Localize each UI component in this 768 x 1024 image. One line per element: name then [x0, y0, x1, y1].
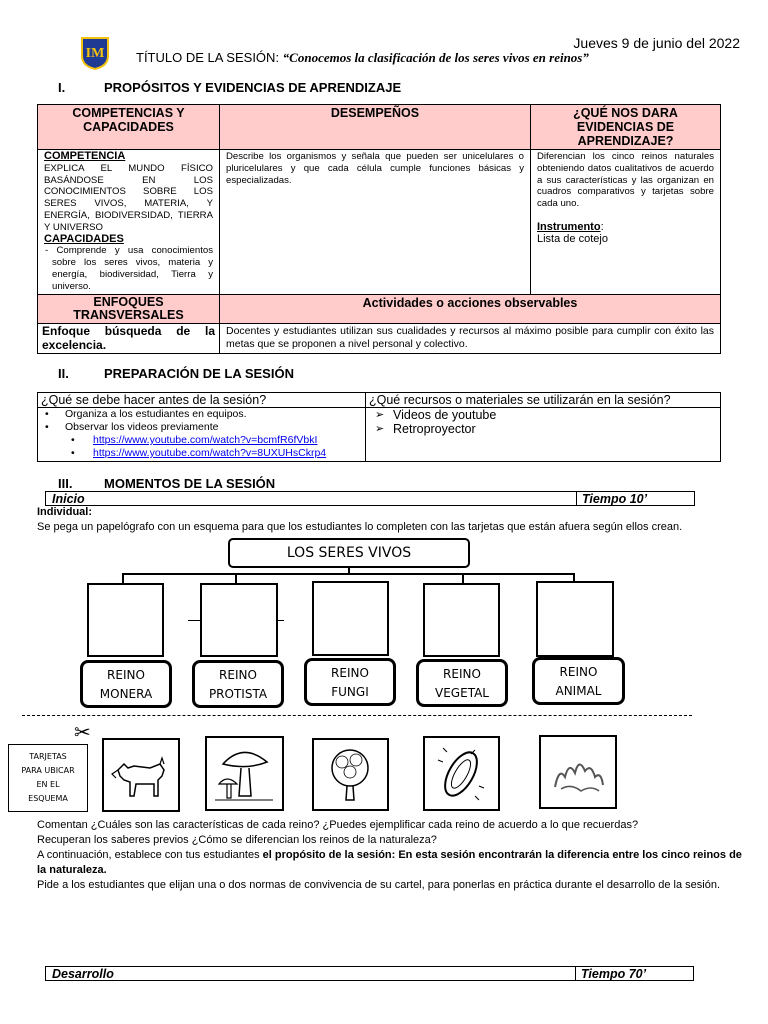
capacidades-text: - Comprende y usa conocimientos sobre los seres vivos, materia y energía, biodiversidad, Tierra y universo.: [45, 245, 213, 292]
header-actividades: Actividades o acciones observables: [220, 295, 721, 324]
paragraph-2: Recuperan los saberes previos ¿Cómo se diferencian los reinos de la naturaleza?: [37, 834, 437, 846]
evidencias-cell: [531, 150, 721, 295]
list-item: • Organiza a los estudiantes en equipos.: [41, 408, 362, 421]
header-competencias: COMPETENCIAS Y CAPACIDADES: [38, 105, 220, 150]
desarrollo-time: Tiempo 70’: [575, 967, 646, 980]
empty-box-5: [536, 581, 614, 657]
title-value: “Conocemos la clasificación de los seres vivos en reinos”: [282, 50, 589, 65]
youtube-link-2[interactable]: https://www.youtube.com/watch?v=8UXUHsCkrp4: [93, 447, 327, 459]
competencia-label: COMPETENCIA: [44, 150, 126, 162]
youtube-link-1[interactable]: https://www.youtube.com/watch?v=bcmfR6fVbkI: [93, 434, 318, 446]
school-logo: [80, 36, 110, 70]
wolf-icon: [104, 740, 178, 810]
enfoque-text: Enfoque búsqueda de la excelencia.: [38, 324, 220, 354]
inicio-label: Inicio: [52, 492, 85, 506]
cut-line: [22, 715, 692, 716]
actividad-text: Docentes y estudiantes utilizan sus cualidades y recursos al máximo posible para cumplir con éxito las metas que se proponen a nivel personal y colectivo.: [220, 324, 721, 354]
section-3-heading: III. MOMENTOS DE LA SESIÓN: [58, 476, 276, 491]
title-label: TÍTULO DE LA SESIÓN: [136, 50, 276, 65]
instrumento-line: Instrumento:: [537, 220, 604, 233]
diagram-title: LOS SERES VIVOS: [228, 538, 470, 568]
mushroom-icon: [207, 738, 282, 809]
list-item: • Observar los videos previamente: [41, 421, 362, 434]
desarrollo-bar: [45, 966, 694, 981]
card-wolf[interactable]: [102, 738, 180, 812]
empty-box-1: [87, 583, 164, 657]
connector-line: [122, 573, 574, 575]
instrumento-value: Lista de cotejo: [537, 232, 608, 245]
header-recursos: ¿Qué recursos o materiales se utilizarán en la sesión?: [366, 393, 721, 408]
empty-box-4: [423, 583, 500, 657]
empty-box-3: [312, 581, 389, 656]
desarrollo-label: Desarrollo: [52, 967, 114, 981]
desempeno-text: Describe los organismos y señala que pueden ser unicelulares o pluricelulares y que cada célula cumple funciones básicas y especializadas.: [220, 150, 531, 295]
empty-box-2: [200, 583, 278, 657]
paragraph-1: Comentan ¿Cuáles son las características de cada reino? ¿Puedes ejemplificar cada reino de acuerdo a lo que recuerdas?: [37, 819, 639, 831]
logo-text: IM: [85, 46, 105, 61]
antes-cell: [38, 408, 366, 462]
section-2-heading: II. PREPARACIÓN DE LA SESIÓN: [58, 366, 294, 381]
card-protist[interactable]: [539, 735, 617, 809]
evidencia-text: Diferencian los cinco reinos naturales obteniendo datos cualitativos de acuerdo a sus características y las organizan en cuadros comparativos y tarjetas sobre cada uno.: [537, 151, 714, 210]
header-desempenos: DESEMPEÑOS: [220, 105, 531, 150]
card-mushroom[interactable]: [205, 736, 284, 811]
individual-text: Se pega un papelógrafo con un esquema para que los estudiantes lo completen con las tarjetas que están afuera según ellos crean.: [37, 521, 683, 533]
reino-animal: REINO ANIMAL: [532, 657, 625, 705]
card-bacterium[interactable]: [423, 736, 500, 811]
reino-fungi: REINO FUNGI: [304, 658, 396, 706]
section-1-heading: I. PROPÓSITOS Y EVIDENCIAS DE APRENDIZAJE: [58, 80, 402, 95]
session-date: Jueves 9 de junio del 2022: [573, 35, 740, 51]
header-enfoques: ENFOQUES TRANSVERSALES: [38, 295, 220, 324]
competencia-text: EXPLICA EL MUNDO FÍSICO BASÁNDOSE EN LOS CONOCIMIENTOS SOBRE LOS SERES VIVOS, MATERIA, Y ENERGÍA, BIODIVERSIDAD, TIERRA Y UNIVERSO: [44, 162, 213, 233]
list-item: ➢ Retroproyector: [369, 422, 717, 436]
tree-icon: [314, 740, 387, 809]
paragraph-3: A continuación, establece con tus estudiantes el propósito de la sesión: En esta sesión encontrarán la diferencia entre los cinco reinos de la naturaleza.: [37, 849, 742, 876]
reino-protista: REINO PROTISTA: [192, 660, 284, 708]
tarjetas-label: TARJETAS PARA UBICAR EN EL ESQUEMA: [8, 744, 88, 812]
session-title: TÍTULO DE LA SESIÓN: “Conocemos la clasificación de los seres vivos en reinos”: [136, 50, 589, 65]
reino-vegetal: REINO VEGETAL: [416, 659, 508, 707]
protist-icon: [541, 737, 615, 807]
bacterium-icon: [425, 738, 498, 809]
card-tree[interactable]: [312, 738, 389, 811]
connector-line: [462, 573, 464, 583]
individual-label: Individual:: [37, 506, 92, 518]
recursos-cell: [366, 408, 721, 462]
inicio-bar: [45, 491, 695, 506]
header-evidencias: ¿QUÉ NOS DARA EVIDENCIAS DE APRENDIZAJE?: [531, 105, 721, 150]
purposes-table: [37, 104, 721, 354]
header-antes: ¿Qué se debe hacer antes de la sesión?: [38, 393, 366, 408]
list-item: ➢ Videos de youtube: [369, 408, 717, 422]
preparation-table: [37, 392, 721, 462]
inicio-time: Tiempo 10’: [576, 492, 647, 505]
paragraph-4: Pide a los estudiantes que elijan una o dos normas de convivencia de su cartel, para ponerlas en práctica durante el desarrollo de la sesión.: [37, 879, 721, 891]
connector-line: [235, 573, 237, 583]
capacidades-label: CAPACIDADES: [44, 232, 124, 245]
competencias-cell: [38, 150, 220, 295]
reino-monera: REINO MONERA: [80, 660, 172, 708]
connector-line: [122, 573, 124, 583]
scissors-icon: ✂: [74, 722, 91, 744]
